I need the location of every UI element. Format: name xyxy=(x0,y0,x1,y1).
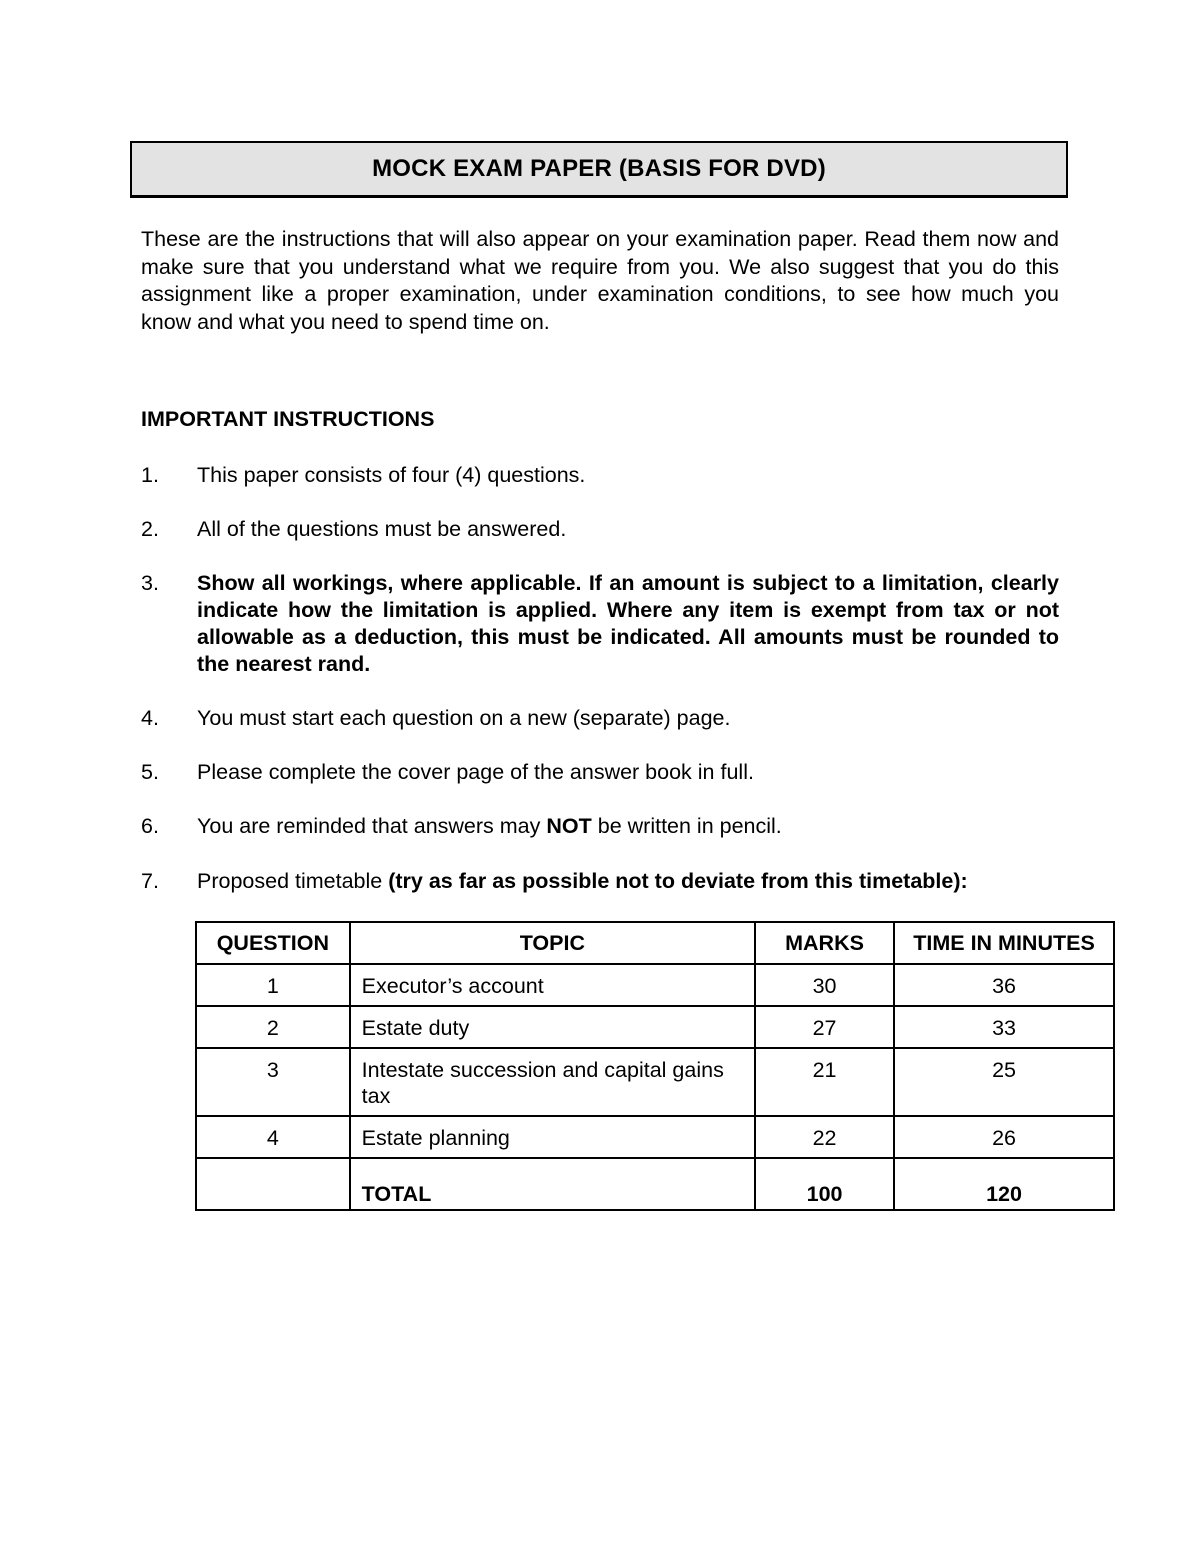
timetable-table xyxy=(195,921,1115,1211)
column-header-time: TIME IN MINUTES xyxy=(894,922,1114,964)
column-header-question: QUESTION xyxy=(196,922,350,964)
table-row xyxy=(196,1048,1114,1116)
instruction-item xyxy=(141,516,1059,543)
page-title: MOCK EXAM PAPER (BASIS FOR DVD) xyxy=(372,155,826,182)
instruction-number: 2. xyxy=(141,517,159,541)
cell-marks: 22 xyxy=(755,1116,894,1158)
instruction-text xyxy=(197,868,1059,895)
cell-question: 3 xyxy=(196,1048,350,1116)
instruction-text: All of the questions must be answered. xyxy=(197,517,567,541)
instruction-item xyxy=(141,759,1059,786)
instruction-item xyxy=(141,813,1059,840)
table-row xyxy=(196,1006,1114,1048)
cell-time: 36 xyxy=(894,964,1114,1006)
cell-time: 26 xyxy=(894,1116,1114,1158)
cell-marks: 30 xyxy=(755,964,894,1006)
cell-total-marks: 100 xyxy=(755,1158,894,1210)
cell-question: 2 xyxy=(196,1006,350,1048)
cell-question: 1 xyxy=(196,964,350,1006)
instruction-emphasis: NOT xyxy=(546,814,592,838)
cell-total-time: 120 xyxy=(894,1158,1114,1210)
instruction-text: Show all workings, where applicable. If an amount is subject to a limitation, clearly indicate how the limitation is applied. Where any item is exempt from tax or not allowable as a deduction, this must be indicated. All amounts must be rounded to the nearest rand. xyxy=(197,571,1059,676)
column-header-marks: MARKS xyxy=(755,922,894,964)
instructions-heading: IMPORTANT INSTRUCTIONS xyxy=(141,407,435,431)
cell-marks: 27 xyxy=(755,1006,894,1048)
cell-question: 4 xyxy=(196,1116,350,1158)
instruction-number: 5. xyxy=(141,760,159,784)
cell-topic: Estate duty xyxy=(350,1006,755,1048)
instruction-text-part: Proposed timetable xyxy=(197,869,389,893)
title-box xyxy=(130,141,1068,198)
table-row xyxy=(196,1116,1114,1158)
instruction-number: 1. xyxy=(141,463,159,487)
instruction-item xyxy=(141,868,1059,895)
instruction-number: 4. xyxy=(141,706,159,730)
instruction-text-part: be written in pencil. xyxy=(591,814,782,838)
instruction-text: This paper consists of four (4) questions. xyxy=(197,463,586,487)
instruction-text: Please complete the cover page of the answer book in full. xyxy=(197,760,754,784)
cell-topic: Estate planning xyxy=(350,1116,755,1158)
instruction-number: 7. xyxy=(141,869,159,893)
instruction-text: You must start each question on a new (separate) page. xyxy=(197,706,731,730)
cell-marks: 21 xyxy=(755,1048,894,1116)
cell-total-label: TOTAL xyxy=(350,1158,755,1210)
table-header-row xyxy=(196,922,1114,964)
instruction-emphasis: (try as far as possible not to deviate from this timetable): xyxy=(388,869,968,893)
column-header-topic: TOPIC xyxy=(350,922,755,964)
instruction-item xyxy=(141,570,1059,678)
table-total-row xyxy=(196,1158,1114,1210)
cell-time: 33 xyxy=(894,1006,1114,1048)
instruction-item xyxy=(141,705,1059,732)
instruction-number: 3. xyxy=(141,571,159,595)
intro-paragraph: These are the instructions that will also appear on your examination paper. Read them now and make sure that you understand what we require from you. We also suggest that you do this assignment like a proper examination, under examination conditions, to see how much you know and what you need to spend time on. xyxy=(141,227,1059,334)
cell-topic: Intestate succession and capital gains tax xyxy=(350,1048,755,1116)
table-row xyxy=(196,964,1114,1006)
cell-topic: Executor’s account xyxy=(350,964,755,1006)
instruction-item xyxy=(141,462,1059,489)
cell-time: 25 xyxy=(894,1048,1114,1116)
cell-question xyxy=(196,1158,350,1210)
instruction-number: 6. xyxy=(141,814,159,838)
instruction-text-part: You are reminded that answers may xyxy=(197,814,547,838)
instruction-text xyxy=(197,813,1059,840)
